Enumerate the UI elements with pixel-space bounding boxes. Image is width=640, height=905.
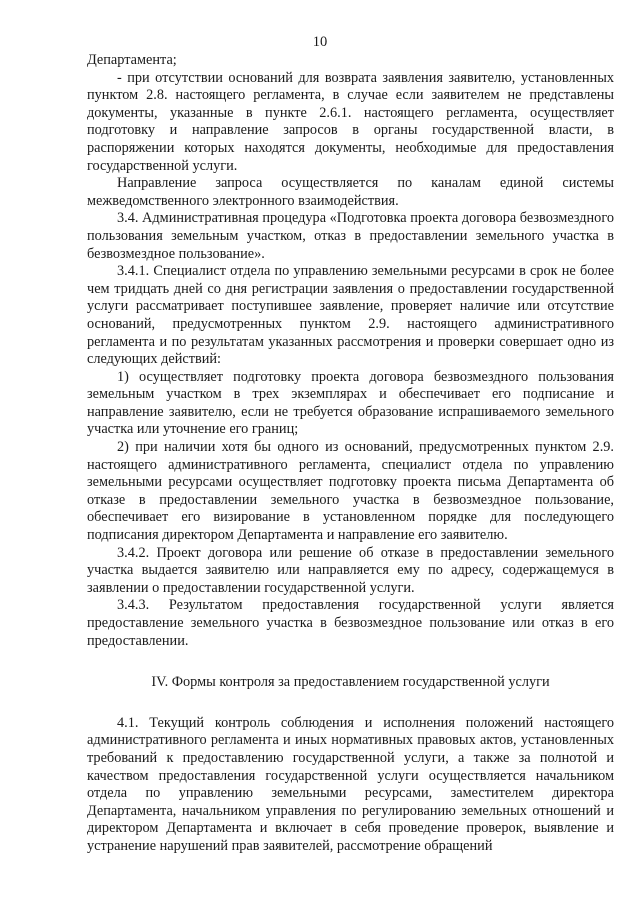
page-number: 10 <box>312 34 328 50</box>
paragraph: 4.1. Текущий контроль соблюдения и исполнения положений настоящего административного регламента и иных нормативных правовых актов, установленных требований к предоставлению государственной услуги, а также за полнотой и качеством предоставления государственной услуги осуществляется начальником отдела по управлению земельными ресурсами, заместителем директора Департамента, начальником управления по регулированию земельных отношений и директором Департамента и включает в себя проведение проверок, выявление и устранение нарушений прав заявителей, рассмотрение обращений <box>87 714 614 854</box>
paragraph: - при отсутствии оснований для возврата заявления заявителю, установленных пунктом 2.8. настоящего регламента, в случае если заявителем не представлены документы, указанные в пункте 2.6.1. настоящего регламента, осуществляет подготовку и направление запросов в органы государственной власти, в распоряжении которых находятся документы, необходимые для предоставления государственной услуги. <box>87 69 614 174</box>
document-body <box>87 52 614 856</box>
paragraph: 1) осуществляет подготовку проекта договора безвозмездного пользования земельным участком в трех экземплярах и обеспечивает его подписание и направление заявителю, если не требуется образование испрашиваемого земельного участка или уточнение его границ; <box>87 368 614 438</box>
paragraph: Направление запроса осуществляется по каналам единой системы межведомственного электронного взаимодействия. <box>87 175 614 209</box>
paragraph: 3.4. Административная процедура «Подготовка проекта договора безвозмездного пользования земельным участком, отказ в предоставлении земельного участка в безвозмездное пользование». <box>87 210 614 262</box>
paragraph: 3.4.3. Результатом предоставления государственной услуги является предоставление земельного участка в безвозмездное пользование или отказ в его предоставлении. <box>87 597 614 649</box>
paragraph: 3.4.2. Проект договора или решение об отказе в предоставлении земельного участка выдается заявителю или направляется ему по адресу, содержащемуся в заявлении о предоставлении государственной услуги. <box>87 544 614 596</box>
paragraph: 3.4.1. Специалист отдела по управлению земельными ресурсами в срок не более чем тридцать дней со дня регистрации заявления о предоставлении государственной услуги рассматривает поступившее заявление, проверяет наличие или отсутствие оснований, предусмотренных пунктом 2.9. настоящего административного регламента и по результатам указанных рассмотрения и проверки совершает одно из следующих действий: <box>87 263 614 368</box>
section-heading: IV. Формы контроля за предоставлением государственной услуги <box>151 674 550 691</box>
paragraph: 2) при наличии хотя бы одного из оснований, предусмотренных пунктом 2.9. настоящего административного регламента, специалист отдела по управлению земельными ресурсами осуществляет подготовку проекта письма Департамента об отказе в предоставлении земельного участка в безвозмездное пользование, обеспечивает его визирование в установленном порядке для последующего подписания директором Департамента и направление его заявителю. <box>87 439 614 544</box>
paragraph-continuation: Департамента; <box>87 52 177 68</box>
